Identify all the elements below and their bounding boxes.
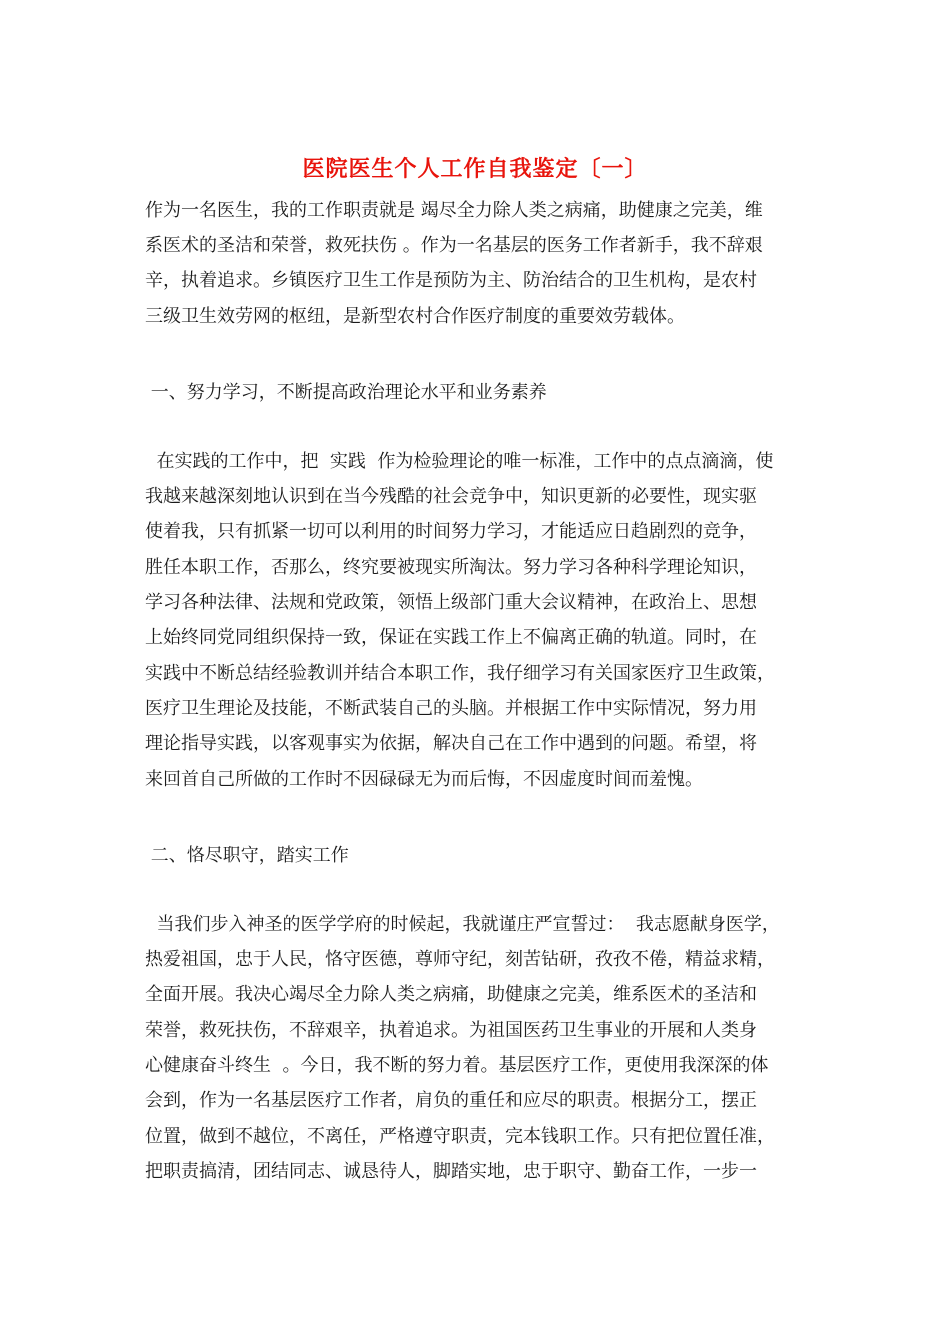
paragraph-3-line: 荣誉，救死扶伤，不辞艰辛，执着追求。为祖国医药卫生事业的开展和人类身 <box>145 1020 757 1041</box>
paragraph-1-line: 系医术的圣洁和荣誉，救死扶伤 。作为一名基层的医务工作者新手，我不辞艰 <box>145 235 763 256</box>
paragraph-3-line: 位置，做到不越位，不离任，严格遵守职责，完本钱职工作。只有把位置任准， <box>145 1126 775 1147</box>
paragraph-3-line: 当我们步入神圣的医学学府的时候起，我就谨庄严宣誓过： 我志愿献身医学， <box>145 914 780 935</box>
paragraph-2-line: 医疗卫生理论及技能，不断武装自己的头脑。并根据工作中实际情况，努力用 <box>145 698 757 719</box>
paragraph-3-line: 全面开展。我决心竭尽全力除人类之病痛，助健康之完美，维系医术的圣洁和 <box>145 984 757 1005</box>
paragraph-2-line: 在实践的工作中，把 实践 作为检验理论的唯一标准，工作中的点点滴滴，使 <box>145 451 774 472</box>
section-heading-2: 二、恪尽职守，踏实工作 <box>145 845 349 866</box>
paragraph-1-line: 三级卫生效劳网的枢纽，是新型农村合作医疗制度的重要效劳载体。 <box>145 306 685 327</box>
paragraph-2-line: 理论指导实践，以客观事实为依据，解决自己在工作中遇到的问题。希望，将 <box>145 733 757 754</box>
paragraph-2-line: 我越来越深刻地认识到在当今残酷的社会竞争中，知识更新的必要性，现实驱 <box>145 486 757 507</box>
paragraph-2-line: 上始终同党同组织保持一致，保证在实践工作上不偏离正确的轨道。同时，在 <box>145 627 757 648</box>
paragraph-3-line: 热爱祖国，忠于人民，恪守医德，尊师守纪，刻苦钻研，孜孜不倦，精益求精， <box>145 949 775 970</box>
paragraph-1-line: 辛，执着追求。乡镇医疗卫生工作是预防为主、防治结合的卫生机构，是农村 <box>145 270 757 291</box>
document-title: 医院医生个人工作自我鉴定〔一〕 <box>302 156 648 182</box>
paragraph-2-line: 使着我，只有抓紧一切可以利用的时间努力学习，才能适应日趋剧烈的竞争， <box>145 521 757 542</box>
paragraph-1-line: 作为一名医生，我的工作职责就是 竭尽全力除人类之病痛，助健康之完美，维 <box>145 200 763 221</box>
paragraph-2-line: 胜任本职工作，否那么，终究要被现实所淘汰。努力学习各种科学理论知识， <box>145 557 757 578</box>
paragraph-2-line: 实践中不断总结经验教训并结合本职工作，我仔细学习有关国家医疗卫生政策， <box>145 663 775 684</box>
paragraph-3-line: 心健康奋斗终生 。今日，我不断的努力着。基层医疗工作，更使用我深深的体 <box>145 1055 769 1076</box>
section-heading-1: 一、努力学习，不断提高政治理论水平和业务素养 <box>145 382 547 403</box>
paragraph-2-line: 学习各种法律、法规和党政策，领悟上级部门重大会议精神，在政治上、思想 <box>145 592 757 613</box>
paragraph-2-line: 来回首自己所做的工作时不因碌碌无为而后悔，不因虚度时间而羞愧。 <box>145 769 703 790</box>
paragraph-3-line: 会到，作为一名基层医疗工作者，肩负的重任和应尽的职责。根据分工，摆正 <box>145 1090 757 1111</box>
paragraph-3-line: 把职责搞清，团结同志、诚恳待人，脚踏实地，忠于职守、勤奋工作，一步一 <box>145 1161 757 1182</box>
